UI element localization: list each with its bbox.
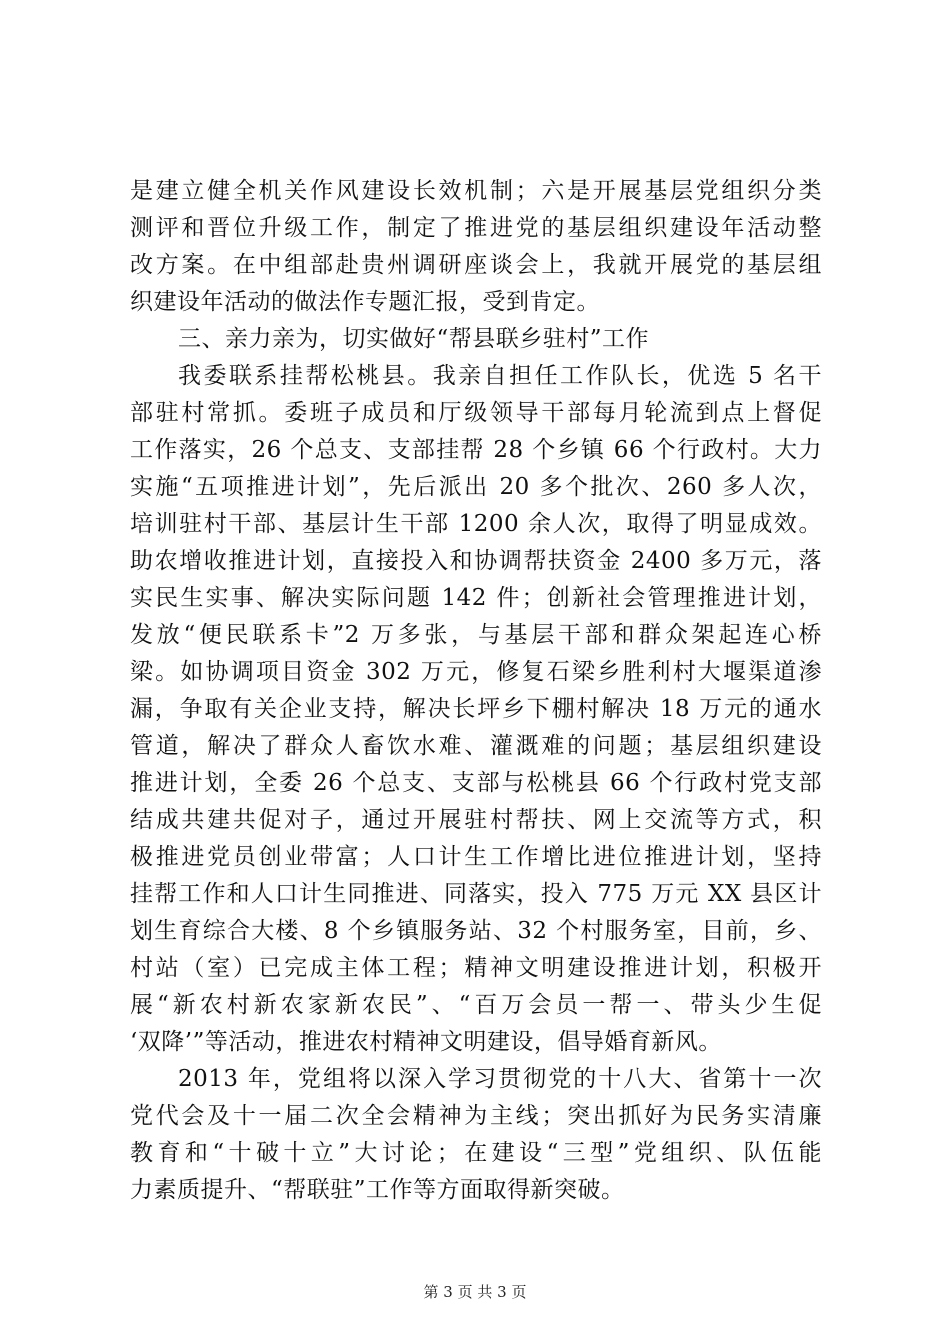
text-line: 织建设年活动的做法作专题汇报，受到肯定。	[130, 289, 600, 315]
text-line: 教育和“十破十立”大讨论；在建设“三型”党组织、队伍能	[130, 1140, 822, 1166]
text-line: 实民生实事、解决实际问题 142 件；创新社会管理推进计划，	[130, 585, 822, 611]
text-line: 2013 年，党组将以深入学习贯彻党的十八大、省第十一次	[178, 1066, 822, 1092]
text-line: 测评和晋位升级工作，制定了推进党的基层组织建设年活动整	[130, 215, 822, 241]
text-line: ‘双降’”等活动，推进农村精神文明建设，倡导婚育新风。	[130, 1029, 722, 1055]
text-line: 展“新农村新农家新农民”、“百万会员一帮一、带头少生促	[130, 992, 822, 1018]
text-line: 助农增收推进计划，直接投入和协调帮扶资金 2400 多万元，落	[130, 548, 822, 574]
text-line: 挂帮工作和人口计生同推进、同落实，投入 775 万元 XX 县区计	[130, 881, 822, 907]
text-line: 工作落实，26 个总支、支部挂帮 28 个乡镇 66 个行政村。大力	[130, 437, 822, 463]
body-text	[130, 173, 822, 1209]
text-line: 是建立健全机关作风建设长效机制；六是开展基层党组织分类	[130, 178, 822, 204]
text-line: 梁。如协调项目资金 302 万元，修复石梁乡胜利村大堰渠道渗	[130, 659, 822, 685]
text-line: 发放“便民联系卡”2 万多张，与基层干部和群众架起连心桥	[130, 622, 822, 648]
text-line: 实施“五项推进计划”，先后派出 20 多个批次、260 多人次，	[130, 474, 822, 500]
page-footer: 第 3 页 共 3 页	[423, 1283, 527, 1301]
text-line: 部驻村常抓。委班子成员和厅级领导干部每月轮流到点上督促	[130, 400, 822, 426]
text-line: 漏，争取有关企业支持，解决长坪乡下棚村解决 18 万元的通水	[130, 696, 822, 722]
text-line: 我委联系挂帮松桃县。我亲自担任工作队长，优选 5 名干	[178, 363, 822, 389]
text-line: 推进计划，全委 26 个总支、支部与松桃县 66 个行政村党支部	[130, 770, 822, 796]
text-line: 划生育综合大楼、8 个乡镇服务站、32 个村服务室，目前，乡、	[130, 918, 822, 944]
text-line: 培训驻村干部、基层计生干部 1200 余人次，取得了明显成效。	[130, 511, 822, 537]
text-line: 力素质提升、“帮联驻”工作等方面取得新突破。	[130, 1177, 625, 1203]
text-line: 村站（室）已完成主体工程；精神文明建设推进计划，积极开	[130, 955, 822, 981]
section-heading: 三、亲力亲为，切实做好“帮县联乡驻村”工作	[178, 326, 650, 352]
text-line: 极推进党员创业带富；人口计生工作增比进位推进计划，坚持	[130, 844, 822, 870]
text-line: 结成共建共促对子，通过开展驻村帮扶、网上交流等方式，积	[130, 807, 822, 833]
text-line: 管道，解决了群众人畜饮水难、灌溉难的问题；基层组织建设	[130, 733, 822, 759]
text-line: 改方案。在中组部赴贵州调研座谈会上，我就开展党的基层组	[130, 252, 822, 278]
text-line: 党代会及十一届二次全会精神为主线；突出抓好为民务实清廉	[130, 1103, 822, 1129]
